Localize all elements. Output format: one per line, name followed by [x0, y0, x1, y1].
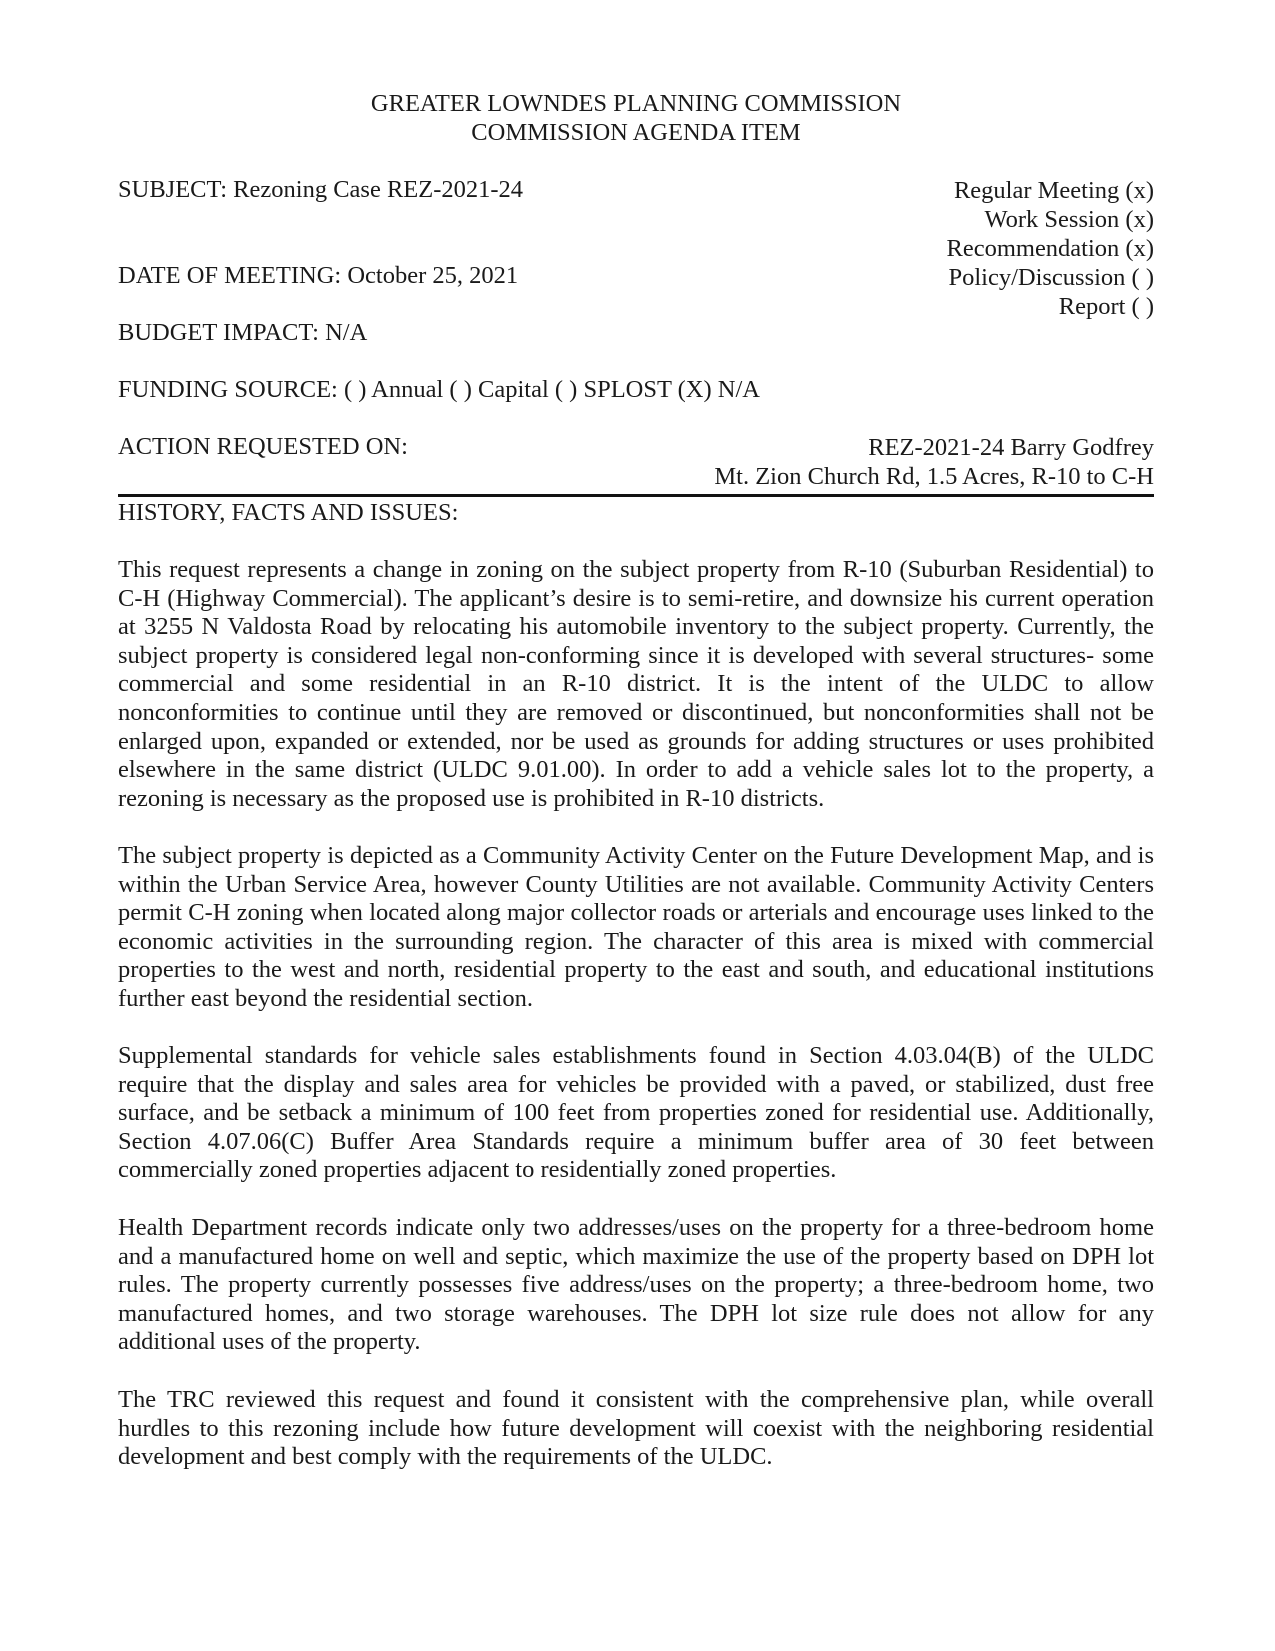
meeting-type-regular: Regular Meeting (x) — [953, 177, 1154, 204]
paragraph-supplemental-standards: Supplemental standards for vehicle sales establishments found in Section 4.03.04(B) of the ULDC require that the display and sales area for vehicles be provided with a paved, or stabilized, dust free surface, and be setback a minimum of 100 feet from properties zoned for residential use. Additionally, Section 4.07.06(C) Buffer Area Standards require a minimum buffer area of 30 feet between commercially zoned properties adjacent to residentially zoned properties. — [118, 1042, 1154, 1184]
history-heading: HISTORY, FACTS AND ISSUES: — [118, 499, 459, 526]
action-details — [714, 433, 1154, 491]
document-header — [118, 89, 1154, 147]
paragraph-zoning-request: This request represents a change in zoning on the subject property from R-10 (Suburban Residential) to C-H (Highway Commercial). The applicant’s desire is to semi-retire, and downsize his current operation at 3255 N Valdosta Road by relocating his automobile inventory to the subject property. Currently, the subject property is considered legal non-conforming since it is developed with several structures- some commercial and some residential in an R-10 district. It is the intent of the ULDC to allow nonconformities to continue until they are removed or discontinued, but nonconformities shall not be enlarged upon, expanded or extended, nor be used as grounds for adding structures or uses prohibited elsewhere in the same district (ULDC 9.01.00). In order to add a vehicle sales lot to the property, a rezoning is necessary as the proposed use is prohibited in R-10 districts. — [118, 556, 1154, 812]
agenda-document — [118, 0, 1154, 1651]
meeting-type-list — [946, 176, 1154, 321]
paragraph-health-department: Health Department records indicate only two addresses/uses on the property for a three-bedroom home and a manufactured home on well and septic, which maximize the use of the property based on DPH lot rules. The property currently possesses five address/uses on the property; a three-bedroom home, two manufactured homes, and two storage warehouses. The DPH lot size rule does not allow for any additional uses of the property. — [118, 1214, 1154, 1356]
action-requested-label: ACTION REQUESTED ON: — [118, 433, 408, 460]
action-case-line: REZ-2021-24 Barry Godfrey — [868, 434, 1154, 461]
paragraph-trc-review: The TRC reviewed this request and found it consistent with the comprehensive plan, while overall hurdles to this rezoning include how future development will coexist with the neighboring residential development and best comply with the requirements of the ULDC. — [118, 1386, 1154, 1471]
paragraph-future-development: The subject property is depicted as a Community Activity Center on the Future Development Map, and is within the Urban Service Area, however County Utilities are not available. Community Activity Centers permit C-H zoning when located along major collector roads or arterials and encourage uses linked to the economic activities in the surrounding region. The character of this area is mixed with commercial properties to the west and north, residential property to the east and south, and educational institutions further east beyond the residential section. — [118, 842, 1154, 1012]
funding-source-field: FUNDING SOURCE: ( ) Annual ( ) Capital ( ) SPLOST (X) N/A — [118, 376, 760, 403]
section-divider — [118, 494, 1154, 497]
date-of-meeting-field: DATE OF MEETING: October 25, 2021 — [118, 262, 519, 289]
budget-impact-field: BUDGET IMPACT: N/A — [118, 319, 368, 346]
meeting-type-policy-discussion: Policy/Discussion ( ) — [948, 264, 1154, 291]
subject-field: SUBJECT: Rezoning Case REZ-2021-24 — [118, 176, 524, 203]
meeting-type-work-session: Work Session (x) — [984, 206, 1154, 233]
action-location-line: Mt. Zion Church Rd, 1.5 Acres, R-10 to C-H — [714, 463, 1154, 490]
meeting-type-recommendation: Recommendation (x) — [946, 235, 1154, 262]
meeting-type-report: Report ( ) — [1058, 293, 1154, 320]
organization-title: GREATER LOWNDES PLANNING COMMISSION — [370, 90, 902, 117]
document-title: COMMISSION AGENDA ITEM — [471, 119, 801, 146]
